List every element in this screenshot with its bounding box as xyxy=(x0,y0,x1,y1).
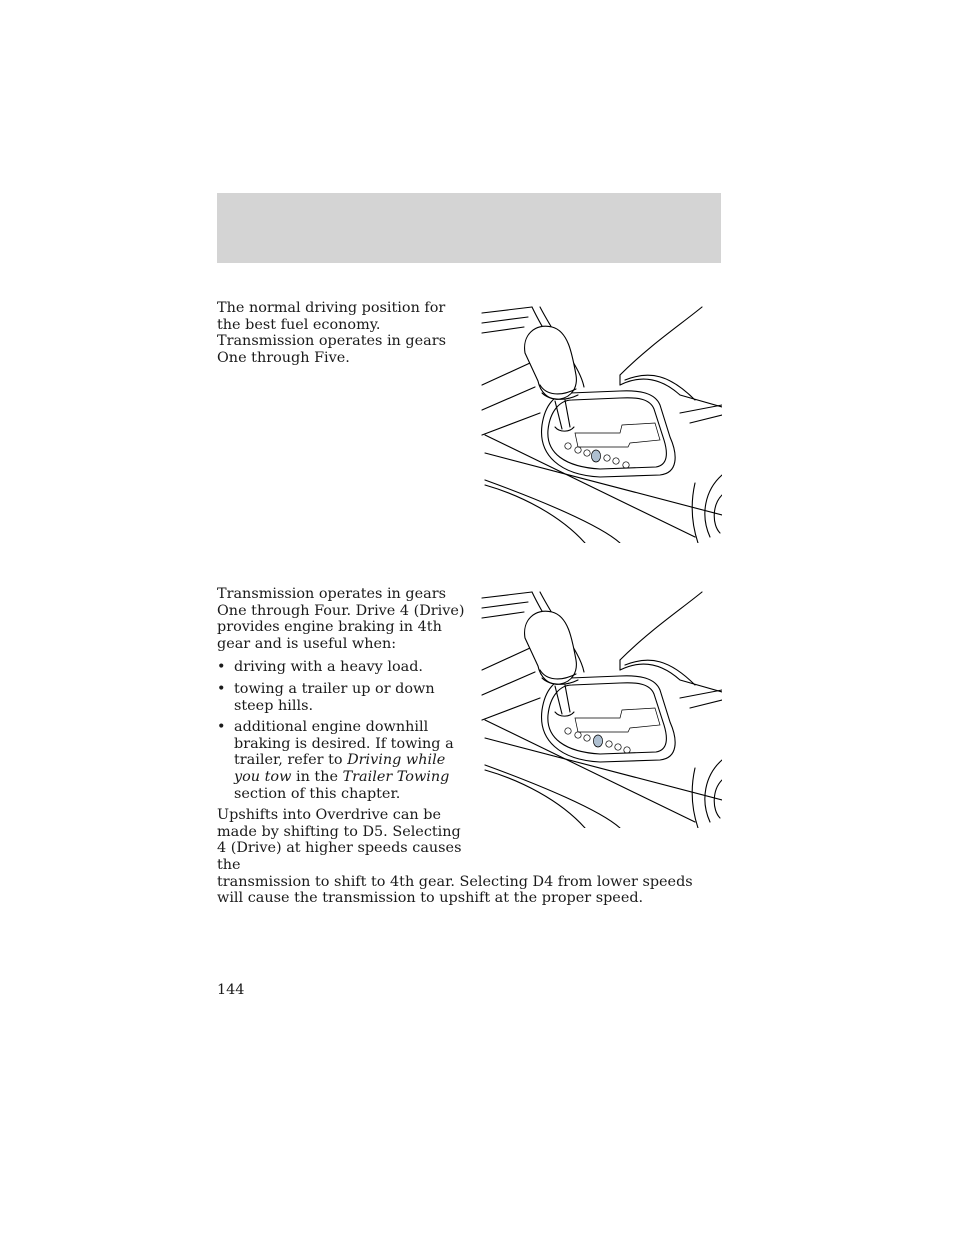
trailer-towing-ref: Trailer Towing xyxy=(342,768,450,785)
d5-description: The normal driving position for the best fuel economy. Transmission operates in gears One through Five. xyxy=(217,300,446,366)
list-item: • towing a trailer up or down steep hills. xyxy=(217,681,472,714)
page-number: 144 xyxy=(217,982,245,998)
console-outline xyxy=(482,592,722,828)
upshift-part2: transmission to shift to 4th gear. Selecting D4 from lower speeds will cause the transmission to upshift at the proper speed. xyxy=(217,873,693,907)
d4-section xyxy=(217,586,693,907)
upshift-part1: Upshifts into Overdrive can be made by shifting to D5. Selecting 4 (Drive) at higher speeds causes the xyxy=(217,807,462,873)
bullet3-text: section of this chapter. xyxy=(234,785,401,802)
shift-gate xyxy=(542,676,676,762)
bullet3-text: in the xyxy=(291,768,343,785)
bullet3-text: additional engine downhill braking is desired. If towing a trailer, refer to xyxy=(234,719,454,769)
chapter-header-band xyxy=(217,193,721,263)
list-item: • driving with a heavy load. xyxy=(217,659,472,676)
gear-shifter-d4-illustration xyxy=(480,590,722,828)
console-outline xyxy=(482,307,722,543)
shift-gate xyxy=(542,391,676,477)
d4-intro: Transmission operates in gears One through Four. Drive 4 (Drive) provides engine braking in 4th gear and is useful when: xyxy=(217,586,465,652)
list-item xyxy=(217,719,472,802)
gear-shifter-d5-illustration xyxy=(480,305,722,543)
driving-while-you-tow-ref: Driving while you tow xyxy=(234,752,446,785)
d4-usage-list xyxy=(217,659,472,802)
